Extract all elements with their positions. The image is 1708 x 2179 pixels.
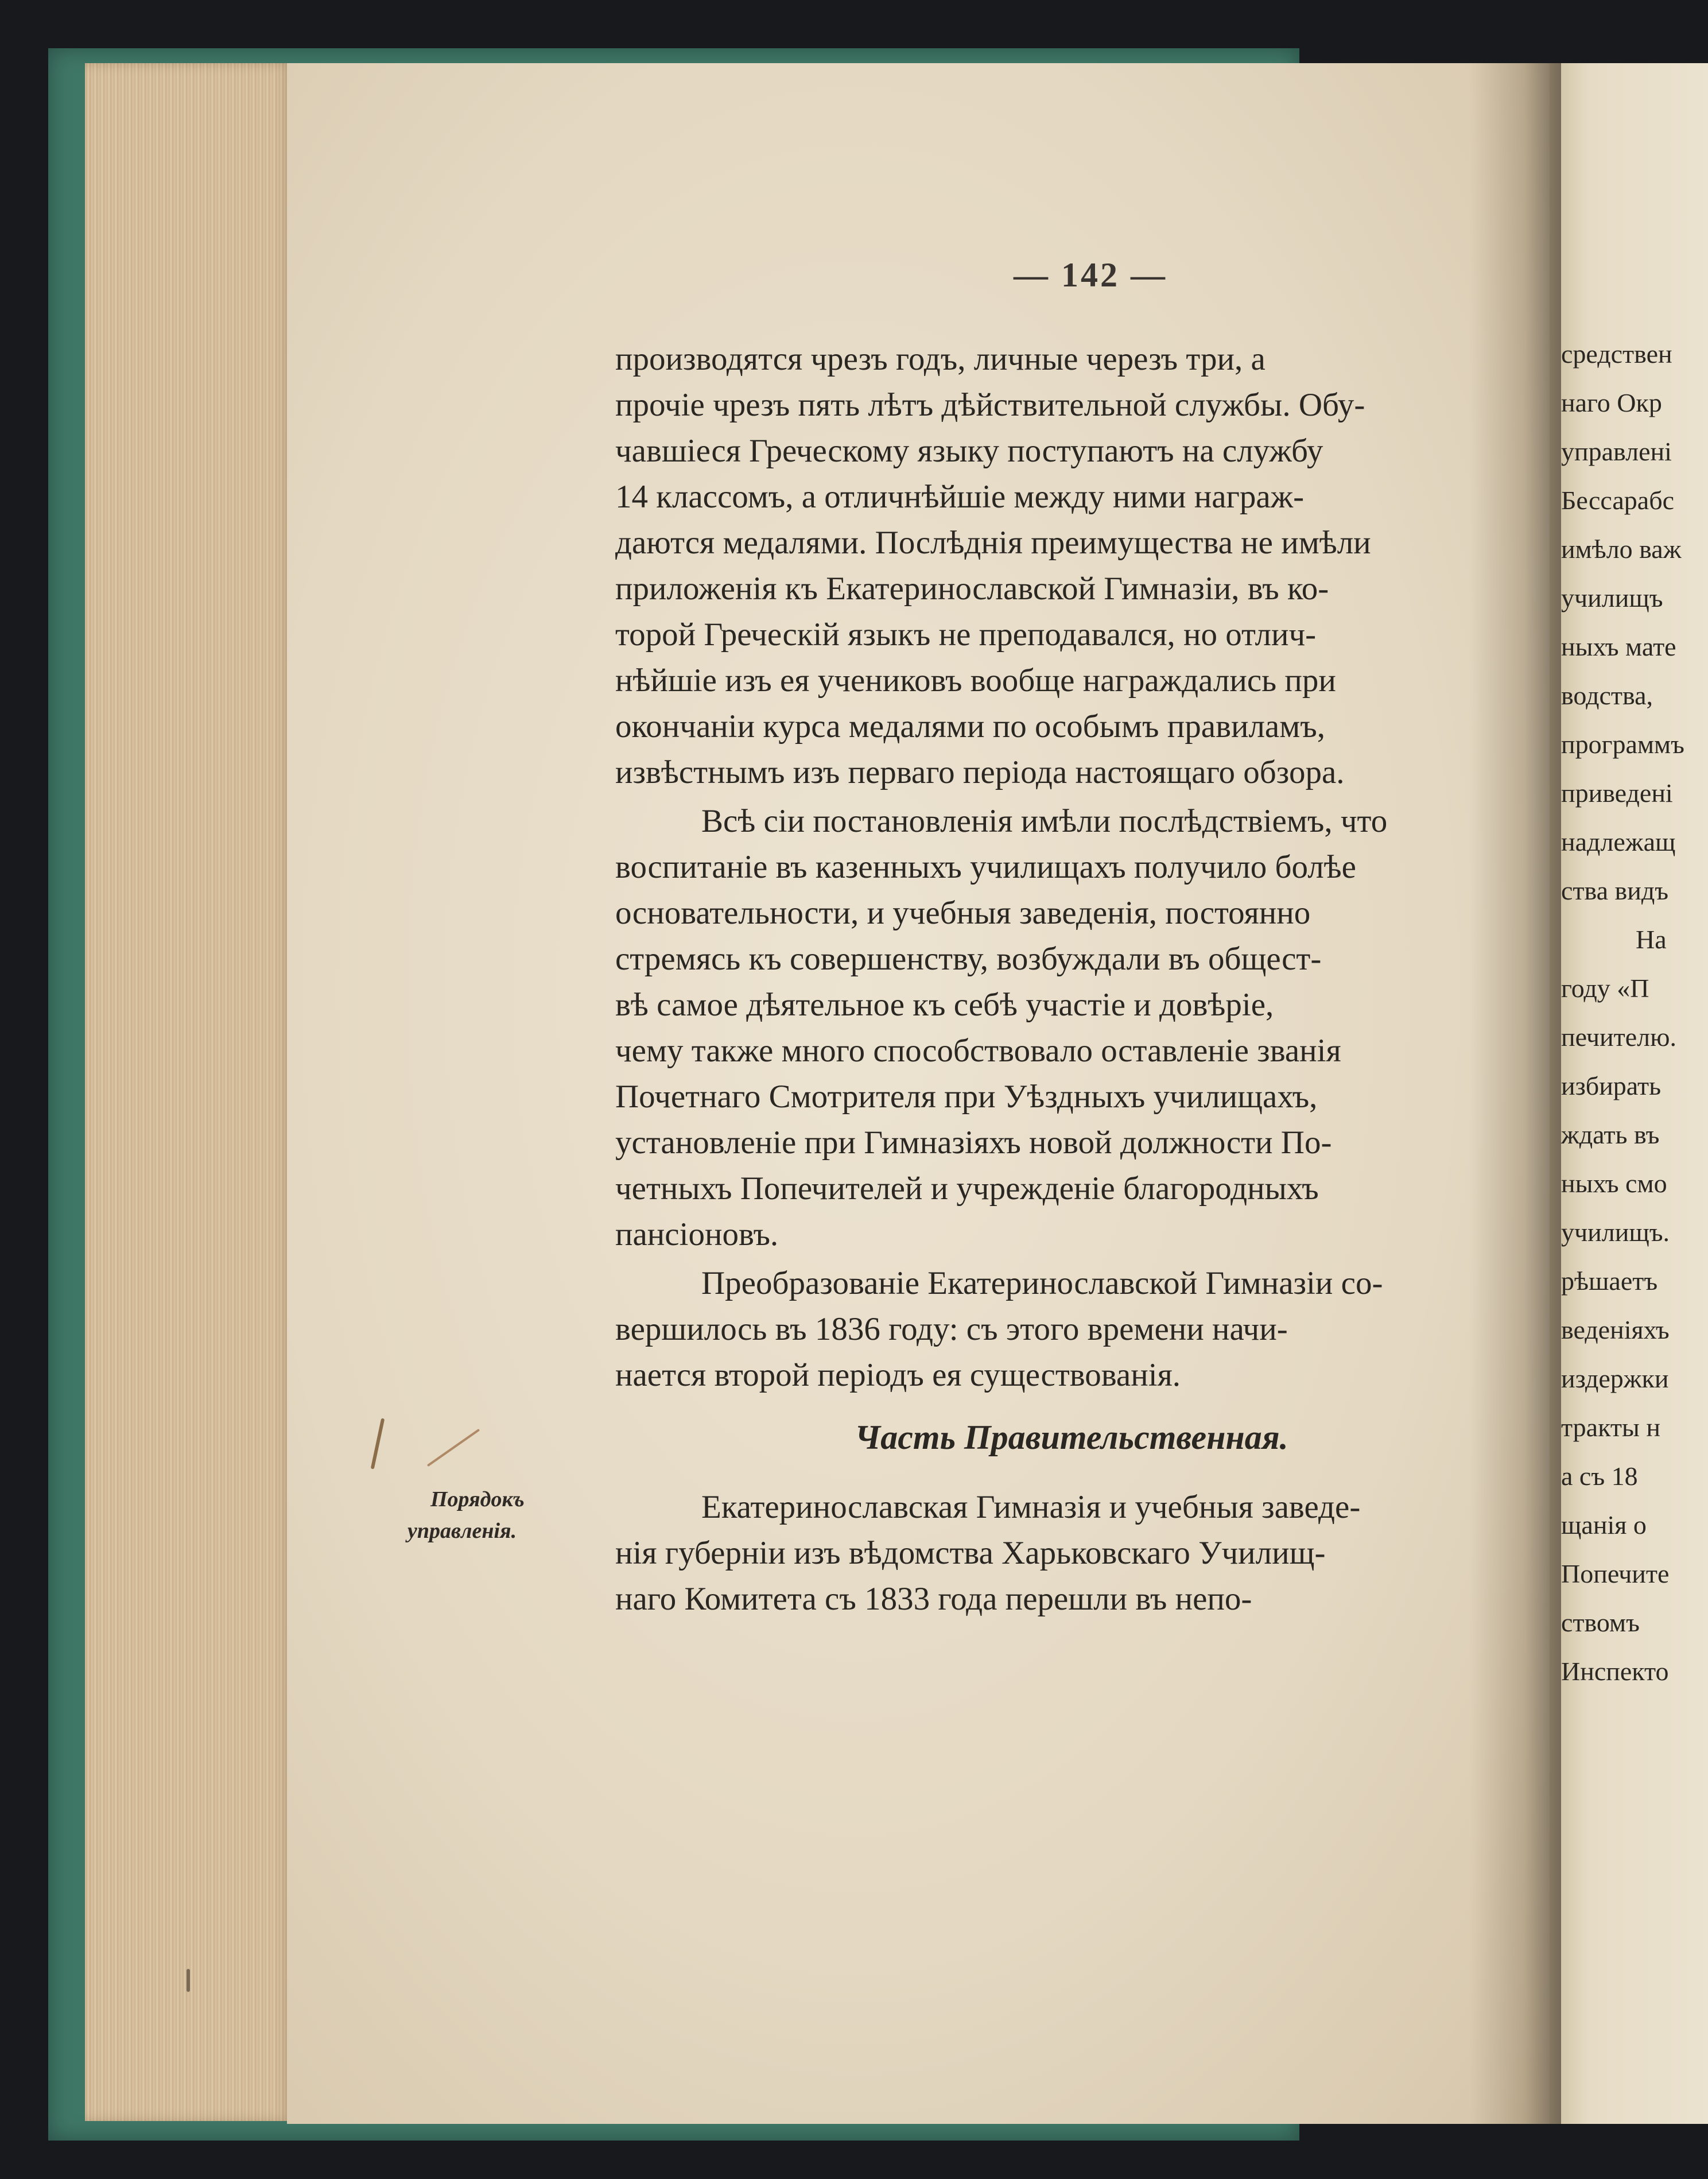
right-text-line: программъ — [1561, 730, 1684, 759]
right-text-line: Попечите — [1561, 1559, 1670, 1588]
text-line: основательности, и учебныя заведенія, постоянно — [615, 895, 1311, 931]
right-text-line: печителю. — [1561, 1022, 1676, 1052]
text-line: вершилось въ 1836 году: съ этого времени начи- — [615, 1311, 1288, 1347]
right-text-line: наго Окр — [1561, 388, 1662, 417]
right-text-line: ждать въ — [1561, 1120, 1660, 1149]
text-line: чему также много способствовало оставленіе званія — [615, 1033, 1341, 1069]
right-text-line: ныхъ мате — [1561, 632, 1676, 661]
right-text-line: издержки — [1561, 1364, 1669, 1393]
right-text-line: надлежащ — [1561, 827, 1676, 856]
text-line: 14 классомъ, а отличнѣйшіе между ними награж- — [615, 479, 1305, 515]
right-text-line: приведені — [1561, 778, 1673, 808]
text-line: установленіе при Гимназіяхъ новой должности По- — [615, 1125, 1332, 1161]
right-text-line: ства видъ — [1561, 876, 1669, 905]
right-text-line: На — [1636, 925, 1667, 954]
right-text-line: Бессарабс — [1561, 486, 1675, 515]
right-text-line: рѣшаетъ — [1561, 1266, 1658, 1296]
text-line: наго Комитета съ 1833 года перешли въ непо- — [615, 1581, 1252, 1617]
right-text-line: Инспекто — [1561, 1657, 1669, 1686]
text-line: торой Греческій языкъ не преподавался, но отлич- — [615, 617, 1317, 653]
text-line: пансіоновъ. — [615, 1216, 779, 1253]
text-line: прочіе чрезъ пять лѣтъ дѣйствительной службы. Обу- — [615, 387, 1365, 423]
text-line: воспитаніе въ казенныхъ училищахъ получило болѣе — [615, 849, 1356, 885]
text-line: вѣ самое дѣятельное къ себѣ участіе и довѣріе, — [615, 987, 1274, 1023]
right-text-line: водства, — [1561, 681, 1653, 710]
text-line: Почетнаго Смотрителя при Уѣздныхъ училищахъ, — [615, 1079, 1318, 1115]
right-text-line: а съ 18 — [1561, 1461, 1638, 1491]
right-text-line: училищъ. — [1561, 1218, 1670, 1247]
text-line: нія губерніи изъ вѣдомства Харьковскаго Училищ- — [615, 1535, 1326, 1571]
text-line: нѣйшіе изъ ея учениковъ вообще награждались при — [615, 662, 1336, 699]
margin-note-line-2: управленія. — [407, 1519, 517, 1543]
right-text-line: веденіяхъ — [1561, 1315, 1670, 1344]
section-heading: Часть Правительственная. — [855, 1418, 1288, 1456]
text-line: производятся чрезъ годъ, личные черезъ три, а — [615, 341, 1266, 377]
text-line: Преобразованіе Екатеринославской Гимназіи со- — [701, 1265, 1383, 1301]
right-text-line: тракты н — [1561, 1413, 1660, 1442]
right-text-line: избирать — [1561, 1071, 1662, 1100]
right-text-line: году «П — [1561, 974, 1649, 1003]
text-line: Всѣ сіи постановленія имѣли послѣдствіемъ, что — [701, 803, 1388, 839]
text-line: четныхъ Попечителей и учрежденіе благородныхъ — [615, 1170, 1319, 1207]
right-text-line: училищъ — [1561, 583, 1663, 612]
page-edges — [85, 63, 292, 2121]
text-line: Екатеринославская Гимназія и учебныя заведе- — [701, 1489, 1361, 1525]
margin-note-line-1: Порядокъ — [430, 1487, 525, 1511]
right-text-line: ныхъ смо — [1561, 1169, 1667, 1198]
text-line: нается второй періодъ ея существованія. — [615, 1357, 1181, 1393]
right-text-line: ствомъ — [1561, 1608, 1640, 1637]
text-line: чавшіеся Греческому языку поступаютъ на службу — [615, 433, 1323, 469]
right-text-line: щанія о — [1561, 1510, 1647, 1540]
text-line: окончаніи курса медалями по особымъ правиламъ, — [615, 708, 1326, 745]
text-line: приложенія къ Екатеринославской Гимназіи, въ ко- — [615, 571, 1329, 607]
text-line: извѣстнымъ изъ перваго періода настоящаго обзора. — [615, 754, 1345, 790]
paper-mark — [187, 1969, 190, 1992]
right-text-line: средствен — [1561, 339, 1672, 369]
right-text-line: имѣло важ — [1561, 534, 1682, 564]
page-number: — 142 — — [1014, 256, 1167, 294]
text-line: даются медалями. Послѣднія преимущества не имѣли — [615, 525, 1371, 561]
text-line: стремясь къ совершенству, возбуждали въ общест- — [615, 941, 1322, 977]
right-text-line: управлені — [1561, 437, 1672, 466]
